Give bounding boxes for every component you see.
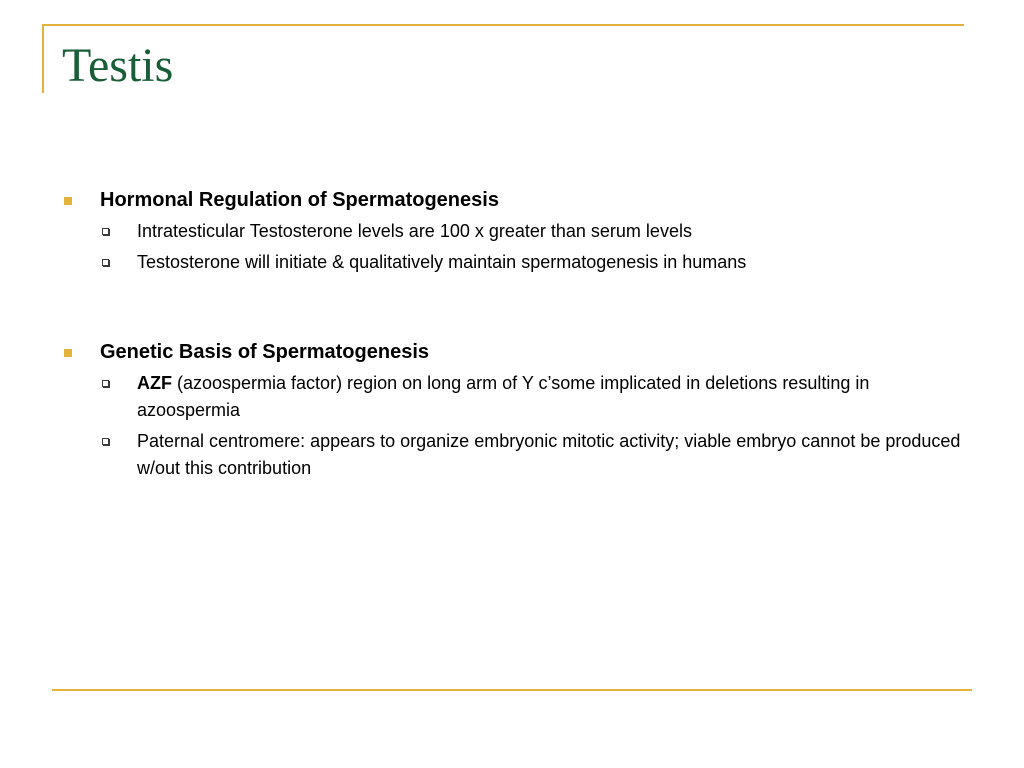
sub-bullet-item [64,218,964,245]
square-bullet-icon [64,349,72,357]
slide-top-rule [42,24,964,26]
hollow-square-bullet-icon [102,259,109,266]
sub-bullet-item [64,249,964,276]
slide-bottom-rule [52,689,972,691]
sub-bullet-text: Intratesticular Testosterone levels are 100 x greater than serum levels [137,221,692,241]
slide-title: Testis [62,39,174,92]
heading-text: Genetic Basis of Spermatogenesis [100,341,430,363]
hollow-square-bullet-icon [102,438,109,445]
bullet-heading [64,338,964,366]
sub-bullet-list [64,218,964,276]
bullet-heading [64,186,964,214]
hollow-square-bullet-icon [102,380,109,387]
azf-term: AZF [137,373,172,393]
square-bullet-icon [64,197,72,205]
sub-bullet-text: Testosterone will initiate & qualitatively maintain spermatogenesis in humans [137,252,747,272]
sub-bullet-item [64,428,964,482]
sub-bullet-text: (azoospermia factor) region on long arm of Y c’some implicated in deletions resulting in azoospermia [137,373,870,420]
sub-bullet-text: Paternal centromere: appears to organize embryonic mitotic activity; viable embryo cannot be produced w/out this contribution [137,431,961,478]
sub-bullet-list [64,370,964,482]
heading-text: Hormonal Regulation of Spermatogenesis [100,189,499,211]
slide-left-rule [42,24,44,93]
hollow-square-bullet-icon [102,228,109,235]
slide-body [64,186,964,486]
sub-bullet-item [64,370,964,424]
section-genetic-basis [64,338,964,482]
section-hormonal-regulation [64,186,964,276]
